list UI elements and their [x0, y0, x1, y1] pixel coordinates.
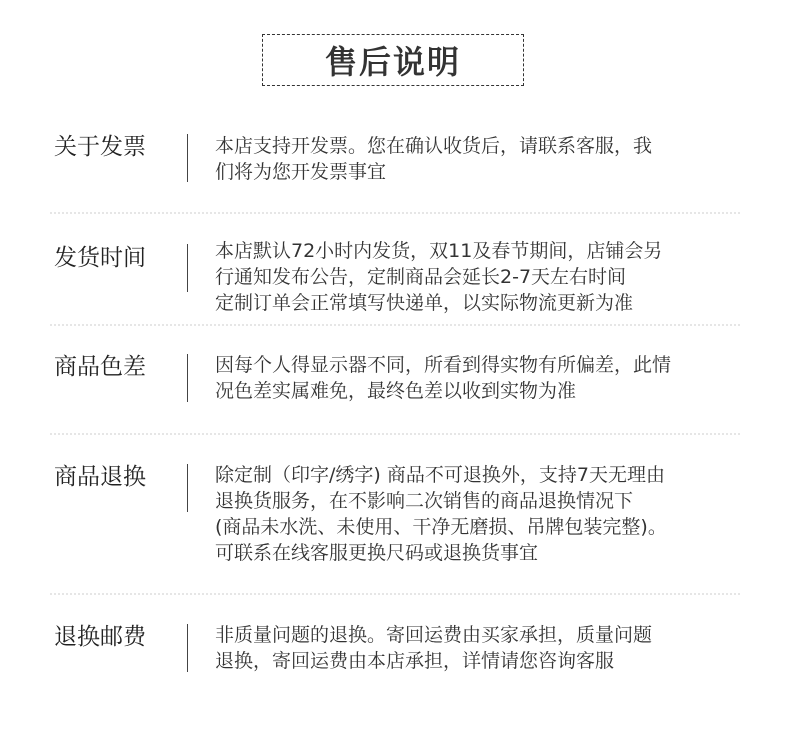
section-line: 们将为您开发票事宜: [215, 161, 387, 183]
section-line: 因每个人得显示器不同，所看到得实物有所偏差，此情: [215, 354, 672, 376]
section-line: 定制订单会正常填写快递单，以实际物流更新为准: [215, 292, 634, 314]
section-body-color: [215, 352, 755, 404]
dotted-divider: [50, 324, 740, 326]
section-line: 况色差实属难免，最终色差以收到实物为准: [215, 380, 577, 402]
dotted-divider: [50, 593, 740, 595]
section-label-shipping: 发货时间: [54, 245, 146, 271]
title-box: [262, 34, 524, 86]
section-body-return: [215, 462, 755, 566]
section-line: 退换，寄回运费由本店承担，详情请您咨询客服: [215, 650, 615, 672]
section-divider-bar: [187, 464, 188, 512]
section-label-invoice: 关于发票: [54, 134, 146, 160]
section-label-postage: 退换邮费: [54, 624, 146, 650]
page-title: 售后说明: [324, 43, 461, 81]
section-divider-bar: [187, 134, 188, 182]
section-line: 行通知发布公告，定制商品会延长2-7天左右时间: [215, 266, 627, 288]
section-body-shipping: [215, 238, 755, 316]
section-divider-bar: [187, 244, 188, 292]
section-divider-bar: [187, 624, 188, 672]
section-line: 除定制（印字/绣字) 商品不可退换外，支持7天无理由: [215, 464, 665, 486]
dotted-divider: [50, 212, 740, 214]
section-body-invoice: [215, 133, 755, 185]
section-divider-bar: [187, 354, 188, 402]
section-line: 非质量问题的退换。寄回运费由买家承担，质量问题: [215, 624, 653, 646]
section-line: 退换货服务，在不影响二次销售的商品退换情况下: [215, 490, 634, 512]
section-body-postage: [215, 622, 755, 674]
section-label-color: 商品色差: [54, 354, 146, 380]
section-line: 本店支持开发票。您在确认收货后，请联系客服，我: [215, 135, 653, 157]
section-label-return: 商品退换: [54, 464, 146, 490]
section-line: 本店默认72小时内发货，双11及春节期间，店铺会另: [215, 240, 663, 262]
dotted-divider: [50, 433, 740, 435]
section-line: (商品未水洗、未使用、干净无磨损、吊牌包装完整)。: [215, 516, 667, 538]
section-line: 可联系在线客服更换尺码或退换货事宜: [215, 542, 539, 564]
